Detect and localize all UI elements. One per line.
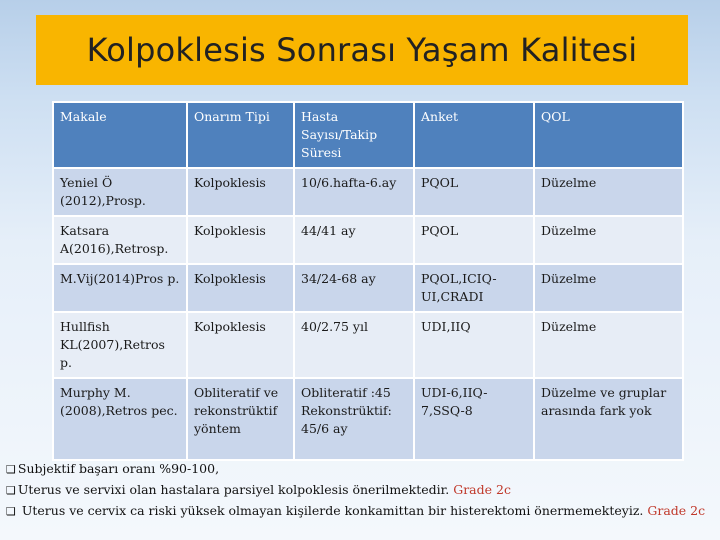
- cell-qol: Düzelme: [534, 168, 683, 216]
- cell-anket: UDI-6,IIQ-7,SSQ-8: [414, 378, 534, 460]
- header-onarim-tipi: Onarım Tipi: [187, 102, 294, 168]
- note-text: Uterus ve cervix ca riski yüksek olmayan kişilerde konkamittan bir histerektomi önermemekteyiz.: [17, 503, 648, 518]
- header-makale: Makale: [53, 102, 187, 168]
- cell-onarim-tipi: Kolpoklesis: [187, 312, 294, 378]
- header-hasta-sayisi: Hasta Sayısı/Takip Süresi: [294, 102, 414, 168]
- cell-anket: PQOL: [414, 216, 534, 264]
- note-text: Uterus ve servixi olan hastalara parsiyel kolpoklesis önerilmektedir.: [17, 482, 454, 497]
- studies-table: [52, 101, 684, 461]
- cell-hasta-sayisi: 40/2.75 yıl: [294, 312, 414, 378]
- table-row: [53, 168, 683, 216]
- cell-makale: Murphy M.(2008),Retros pec.: [53, 378, 187, 460]
- note-text: Subjektif başarı oranı %90-100,: [17, 461, 220, 476]
- checkbox-bullet-icon: ❑: [6, 463, 16, 476]
- cell-anket: PQOL: [414, 168, 534, 216]
- cell-makale: Hullfish KL(2007),Retros p.: [53, 312, 187, 378]
- cell-hasta-sayisi: 10/6.hafta-6.ay: [294, 168, 414, 216]
- table-row: [53, 264, 683, 312]
- cell-onarim-tipi: Kolpoklesis: [187, 216, 294, 264]
- table-header-row: [53, 102, 683, 168]
- cell-anket: UDI,IIQ: [414, 312, 534, 378]
- header-anket: Anket: [414, 102, 534, 168]
- cell-onarim-tipi: Kolpoklesis: [187, 264, 294, 312]
- cell-qol: Düzelme: [534, 312, 683, 378]
- cell-hasta-sayisi: 34/24-68 ay: [294, 264, 414, 312]
- cell-hasta-sayisi: Obliteratif :45 Rekonstrüktif: 45/6 ay: [294, 378, 414, 460]
- grade-label: Grade 2c: [647, 503, 706, 518]
- table-row: [53, 312, 683, 378]
- cell-qol: Düzelme: [534, 216, 683, 264]
- cell-anket: PQOL,ICIQ-UI,CRADI: [414, 264, 534, 312]
- cell-makale: M.Vij(2014)Pros p.: [53, 264, 187, 312]
- header-qol: QOL: [534, 102, 683, 168]
- grade-label: Grade 2c: [453, 482, 511, 497]
- note-item: [6, 459, 716, 480]
- title-banner: [36, 15, 688, 85]
- table-row: [53, 378, 683, 460]
- cell-hasta-sayisi: 44/41 ay: [294, 216, 414, 264]
- cell-qol: Düzelme ve gruplar arasında fark yok: [534, 378, 683, 460]
- cell-onarim-tipi: Obliteratif ve rekonstrüktif yöntem: [187, 378, 294, 460]
- notes-list: [6, 459, 716, 522]
- cell-onarim-tipi: Kolpoklesis: [187, 168, 294, 216]
- note-item: [6, 480, 716, 501]
- table-row: [53, 216, 683, 264]
- checkbox-bullet-icon: ❑: [6, 484, 16, 497]
- cell-qol: Düzelme: [534, 264, 683, 312]
- checkbox-bullet-icon: ❑: [6, 505, 16, 518]
- note-item: [6, 501, 716, 522]
- cell-makale: Yeniel Ö (2012),Prosp.: [53, 168, 187, 216]
- slide-title: Kolpoklesis Sonrası Yaşam Kalitesi: [86, 31, 638, 69]
- cell-makale: Katsara A(2016),Retrosp.: [53, 216, 187, 264]
